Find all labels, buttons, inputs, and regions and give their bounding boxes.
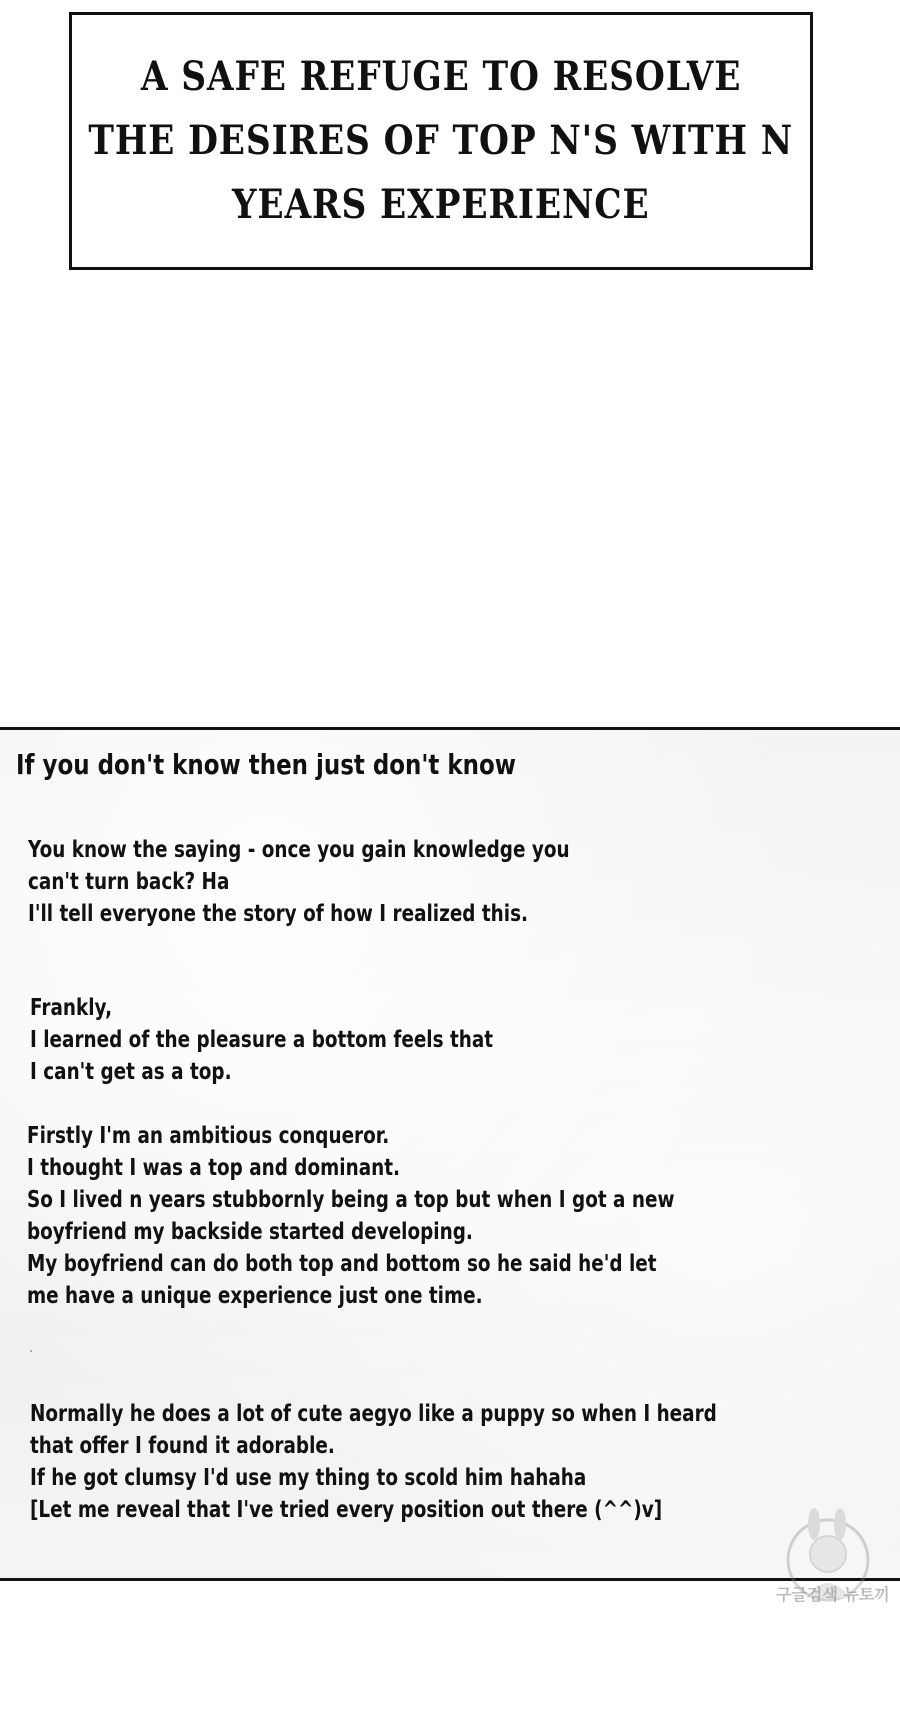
banner-line-3: YEARS EXPERIENCE bbox=[232, 181, 650, 228]
post-line: I can't get as a top. bbox=[30, 1059, 232, 1085]
post-paragraph-3 bbox=[27, 1120, 674, 1312]
post-paragraph-2 bbox=[30, 992, 493, 1088]
post-line: Normally he does a lot of cute aegyo like a puppy so when I heard bbox=[30, 1401, 717, 1427]
post-line: [Let me reveal that I've tried every position out there (^^)v] bbox=[30, 1497, 663, 1523]
post-panel bbox=[0, 727, 900, 1581]
banner-title-box bbox=[69, 12, 813, 270]
banner-line-1: A SAFE REFUGE TO RESOLVE bbox=[140, 53, 742, 100]
post-line: I thought I was a top and dominant. bbox=[27, 1155, 401, 1181]
post-line: that offer I found it adorable. bbox=[30, 1433, 335, 1459]
post-line: So I lived n years stubbornly being a top but when I got a new bbox=[27, 1187, 675, 1213]
post-line: I'll tell everyone the story of how I realized this. bbox=[28, 901, 529, 927]
post-line: can't turn back? Ha bbox=[28, 869, 230, 895]
post-line: You know the saying - once you gain knowledge you bbox=[28, 837, 570, 863]
post-line: boyfriend my backside started developing. bbox=[27, 1219, 473, 1245]
banner-line-2: THE DESIRES OF TOP N'S WITH N bbox=[88, 117, 794, 164]
post-line: If he got clumsy I'd use my thing to scold him hahaha bbox=[30, 1465, 587, 1491]
post-line: Frankly, bbox=[30, 995, 113, 1021]
post-line: Firstly I'm an ambitious conqueror. bbox=[27, 1123, 390, 1149]
post-title: If you don't know then just don't know bbox=[16, 748, 516, 781]
post-line: My boyfriend can do both top and bottom so he said he'd let bbox=[27, 1251, 657, 1277]
stray-dot bbox=[30, 1350, 32, 1352]
post-line: I learned of the pleasure a bottom feels that bbox=[30, 1027, 494, 1053]
post-paragraph-1 bbox=[28, 834, 570, 930]
watermark-text: 구글검색 뉴토끼 bbox=[776, 1585, 890, 1604]
post-line: me have a unique experience just one time. bbox=[27, 1283, 483, 1309]
post-paragraph-4 bbox=[30, 1398, 717, 1526]
